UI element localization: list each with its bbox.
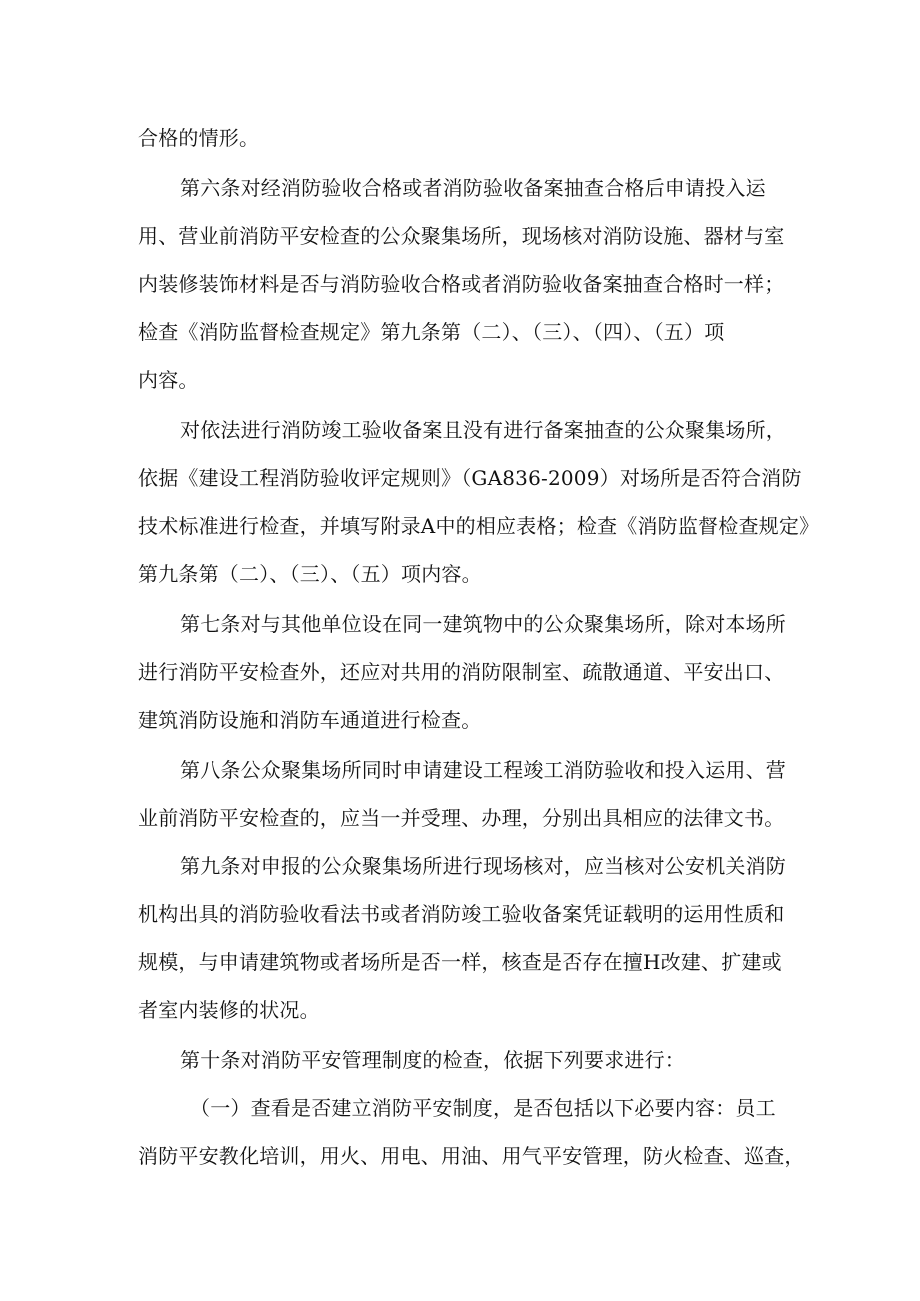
paragraph-article-8-line: 第八条公众聚集场所同时申请建设工程竣工消防验收和投入运用、营 <box>180 758 786 782</box>
text-line: 规模，与申请建筑物或者场所是否一样，核查是否存在擅H改建、扩建或 <box>138 950 782 974</box>
text-line: 用、营业前消防平安检查的公众聚集场所，现场核对消防设施、器材与室 <box>138 224 785 248</box>
text-line: 者室内装修的状况。 <box>138 998 320 1022</box>
paragraph-filing-line: 对依法进行消防竣工验收备案且没有进行备案抽查的公众聚集场所， <box>180 418 786 442</box>
paragraph-article-6-line: 第六条对经消防验收合格或者消防验收备案抽查合格后申请投入运 <box>180 176 766 200</box>
text-line: 业前消防平安检查的，应当一并受理、办理，分别出具相应的法律文书。 <box>138 806 785 830</box>
text-line: 消防平安教化培训，用火、用电、用油、用气平安管理，防火检查、巡查， <box>138 1144 805 1168</box>
paragraph-item-1-line: （一）查看是否建立消防平安制度，是否包括以下必要内容：员工 <box>190 1096 776 1120</box>
text-line: 合格的情形。 <box>138 126 260 150</box>
text-line: 检查《消防监督检查规定》第九条第（二）、（三）、（四）、（五）项 <box>138 320 725 344</box>
paragraph-article-7-line: 第七条对与其他单位设在同一建筑物中的公众聚集场所，除对本场所 <box>180 612 786 636</box>
text-line: 内容。 <box>138 368 199 392</box>
text-line: 内装修装饰材料是否与消防验收合格或者消防验收备案抽查合格时一样； <box>138 272 785 296</box>
text-line: 进行消防平安检查外，还应对共用的消防限制室、疏散通道、平安出口、 <box>138 660 785 684</box>
text-line: 建筑消防设施和消防车通道进行检查。 <box>138 708 482 732</box>
paragraph-article-10-line: 第十条对消防平安管理制度的检查，依据下列要求进行： <box>180 1048 685 1072</box>
text-line: 技术标准进行检查，并填写附录A中的相应表格；检查《消防监督检查规定》 <box>138 514 820 538</box>
text-line: 依据《建设工程消防验收评定规则》（GA836-2009）对场所是否符合消防 <box>138 466 802 490</box>
text-line: 第九条第（二）、（三）、（五）项内容。 <box>138 562 482 586</box>
text-line: 机构出具的消防验收看法书或者消防竣工验收备案凭证载明的运用性质和 <box>138 902 785 926</box>
paragraph-article-9-line: 第九条对申报的公众聚集场所进行现场核对，应当核对公安机关消防 <box>180 854 786 878</box>
